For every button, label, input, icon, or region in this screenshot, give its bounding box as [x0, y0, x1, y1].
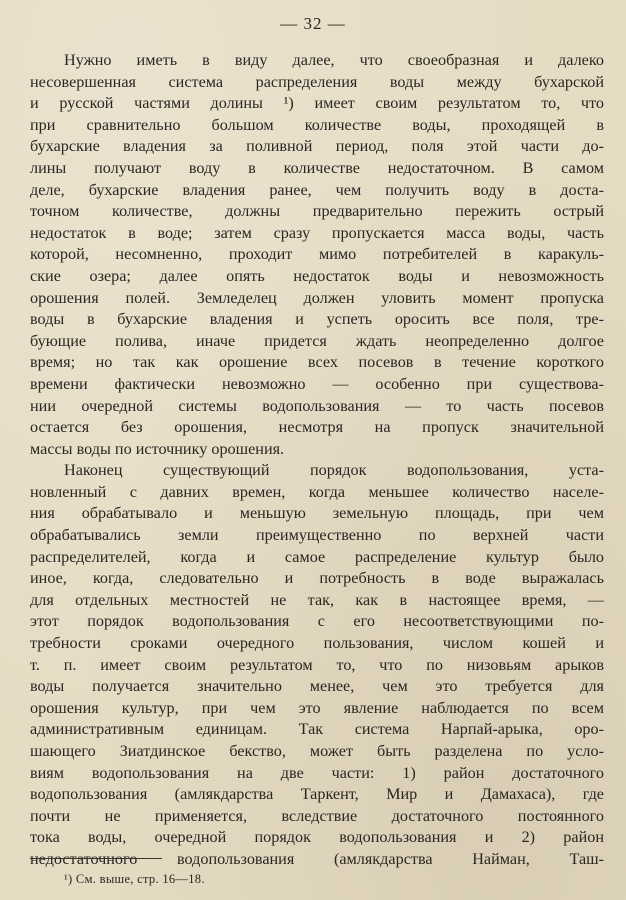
footnote-divider	[30, 858, 162, 859]
text-line: для отдельных местностей не так, как в настоящее время, —	[30, 590, 604, 609]
text-line: новленный с давних времен, когда меньшее количество населе-	[30, 482, 604, 501]
text-line: при сравнительно большом количестве воды, проходящей в	[30, 115, 604, 134]
text-line: ния обрабатывало и меньшую земельную площадь, при чем	[30, 504, 604, 523]
body-text	[30, 50, 604, 871]
text-line: несовершенная система распределения воды между бухарской	[30, 72, 604, 91]
text-line: время; но так как орошение всех посевов в течение короткого	[30, 353, 604, 372]
text-line: требности сроками очередного пользования, числом кошей и	[30, 634, 604, 653]
text-line: времени фактически невозможно — особенно при существова-	[30, 374, 604, 393]
text-line: распределителей, когда и самое распределение культур было	[30, 547, 604, 566]
text-line: воды получается значительно менее, чем это требуется для	[30, 677, 604, 696]
text-line: Наконец существующий порядок водопользования, уста-	[64, 461, 604, 480]
text-line: нии очередной системы водопользования — то часть посевов	[30, 396, 604, 415]
text-line: шающего Зиатдинское бекство, может быть разделена по усло-	[30, 742, 604, 760]
text-line: недостаток в воде; затем сразу пропускается масса воды, часть	[30, 223, 604, 242]
text-line: обрабатывались земли преимущественно по верхней части	[30, 526, 604, 545]
text-line: иное, когда, следовательно и потребность в воде выражалась	[30, 569, 604, 588]
text-line: недостаточного водопользования (амлякдарства Найман, Таш-	[30, 849, 604, 868]
text-line: лины получают воду в количестве недостаточном. В самом	[30, 158, 604, 177]
paragraph-1	[30, 50, 604, 460]
text-line: остается без орошения, несмотря на пропуск значительной	[30, 418, 604, 437]
text-line: т. п. имеет своим результатом то, что по низовьям арыков	[30, 655, 604, 674]
text-line: орошения полей. Земледелец должен уловить момент пропуска	[30, 288, 604, 307]
text-line: и русской частями долины ¹) имеет своим результатом то, что	[30, 94, 604, 113]
text-line: виям водопользования на две части: 1) район достаточного	[30, 763, 604, 782]
text-line: массы воды по источнику орошения.	[30, 439, 285, 458]
text-line: почти не применяется, вследствие достаточного постоянного	[30, 806, 604, 825]
text-line: орошения культур, при чем это явление наблюдается по всем	[30, 698, 604, 717]
text-line: воды в бухарские владения и успеть оросить все поля, тре-	[30, 310, 604, 329]
footnote: ¹) См. выше, стр. 16—18.	[64, 872, 205, 886]
text-line: водопользования (амлякдарства Таркент, Мир и Дамахаса), где	[30, 785, 604, 804]
text-line: бухарские владения за поливной период, поля этой части до-	[30, 137, 604, 156]
page-number: — 32 —	[280, 14, 346, 33]
text-line: бующие полива, иначе придется ждать неопределенно долгое	[30, 331, 604, 350]
text-line: тока воды, очередной порядок водопользования и 2) район	[30, 828, 604, 847]
text-line: точном количестве, должны предварительно пережить острый	[30, 202, 604, 221]
text-line: этот порядок водопользования с его несоответствующими по-	[30, 612, 604, 631]
text-line: ские озера; далее опять недостаток воды и невозможность	[30, 266, 604, 285]
text-line: которой, несомненно, проходит мимо потребителей в каракуль-	[30, 245, 604, 264]
text-line: деле, бухарские владения ранее, чем получить воду в доста-	[30, 180, 604, 199]
text-line: Нужно иметь в виду далее, что своеобразная и далеко	[64, 51, 604, 69]
paragraph-2	[30, 460, 604, 870]
text-line: административным единицам. Так система Нарпай-арыка, оро-	[30, 720, 604, 739]
